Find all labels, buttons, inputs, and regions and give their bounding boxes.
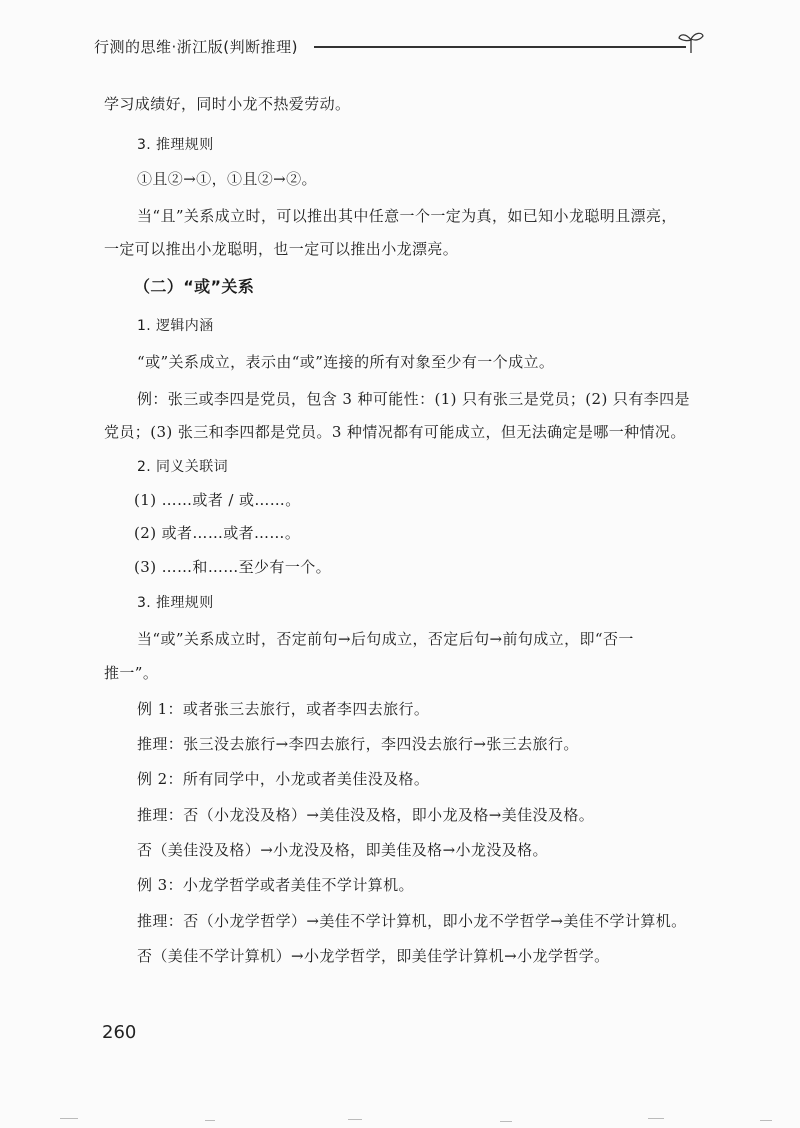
scan-speck xyxy=(760,1120,772,1121)
subheading-inference-rules: 3. 推理规则 xyxy=(137,137,214,153)
subheading-logical-meaning: 1. 逻辑内涵 xyxy=(137,318,214,334)
section-heading-or-relation: （二）“或”关系 xyxy=(134,277,255,296)
subheading-inference-rules: 3. 推理规则 xyxy=(137,595,214,611)
scan-speck xyxy=(500,1121,512,1122)
body-line: 当“且”关系成立时，可以推出其中任意一个一定为真，如已知小龙聪明且漂亮， xyxy=(137,207,677,225)
body-line: 推理：否（小龙学哲学）→美佳不学计算机，即小龙不学哲学→美佳不学计算机。 xyxy=(137,912,687,930)
sprout-icon xyxy=(676,30,706,54)
body-line: 否（美佳没及格）→小龙没及格，即美佳及格→小龙没及格。 xyxy=(137,841,548,859)
body-line: ①且②→①，①且②→②。 xyxy=(137,170,317,188)
scan-speck xyxy=(205,1120,215,1121)
list-item: (3) ……和……至少有一个。 xyxy=(134,558,332,576)
scan-speck xyxy=(348,1119,362,1120)
scan-speck xyxy=(60,1118,78,1119)
scan-speck xyxy=(648,1118,664,1119)
body-line: 推理：张三没去旅行→李四去旅行，李四没去旅行→张三去旅行。 xyxy=(137,735,579,753)
body-line: 否（美佳不学计算机）→小龙学哲学，即美佳学计算机→小龙学哲学。 xyxy=(137,947,610,965)
running-header xyxy=(92,30,707,62)
body-line: “或”关系成立，表示由“或”连接的所有对象至少有一个成立。 xyxy=(137,353,555,371)
body-line: 学习成绩好，同时小龙不热爱劳动。 xyxy=(104,95,351,113)
list-item: (1) ……或者 / 或……。 xyxy=(134,491,301,509)
page-number: 260 xyxy=(102,1022,137,1043)
body-line: 党员；(3) 张三和李四都是党员。3 种情况都有可能成立，但无法确定是哪一种情况。 xyxy=(104,423,686,441)
list-item: (2) 或者……或者……。 xyxy=(134,524,301,542)
body-line: 一定可以推出小龙聪明，也一定可以推出小龙漂亮。 xyxy=(104,240,459,258)
example-line: 例 1：或者张三去旅行，或者李四去旅行。 xyxy=(137,700,430,718)
header-title: 行测的思维·浙江版(判断推理) xyxy=(94,38,298,56)
example-line: 例 2：所有同学中，小龙或者美佳没及格。 xyxy=(137,770,430,788)
example-line: 例 3：小龙学哲学或者美佳不学计算机。 xyxy=(137,876,414,894)
subheading-synonym-connectives: 2. 同义关联词 xyxy=(137,459,229,475)
body-line: 推理：否（小龙没及格）→美佳没及格，即小龙及格→美佳没及格。 xyxy=(137,806,595,824)
body-line: 例：张三或李四是党员，包含 3 种可能性：(1) 只有张三是党员；(2) 只有李四是 xyxy=(137,390,690,408)
body-line: 推一”。 xyxy=(104,664,159,682)
header-rule xyxy=(314,46,686,48)
body-line: 当“或”关系成立时，否定前句→后句成立，否定后句→前句成立，即“否一 xyxy=(137,630,634,648)
